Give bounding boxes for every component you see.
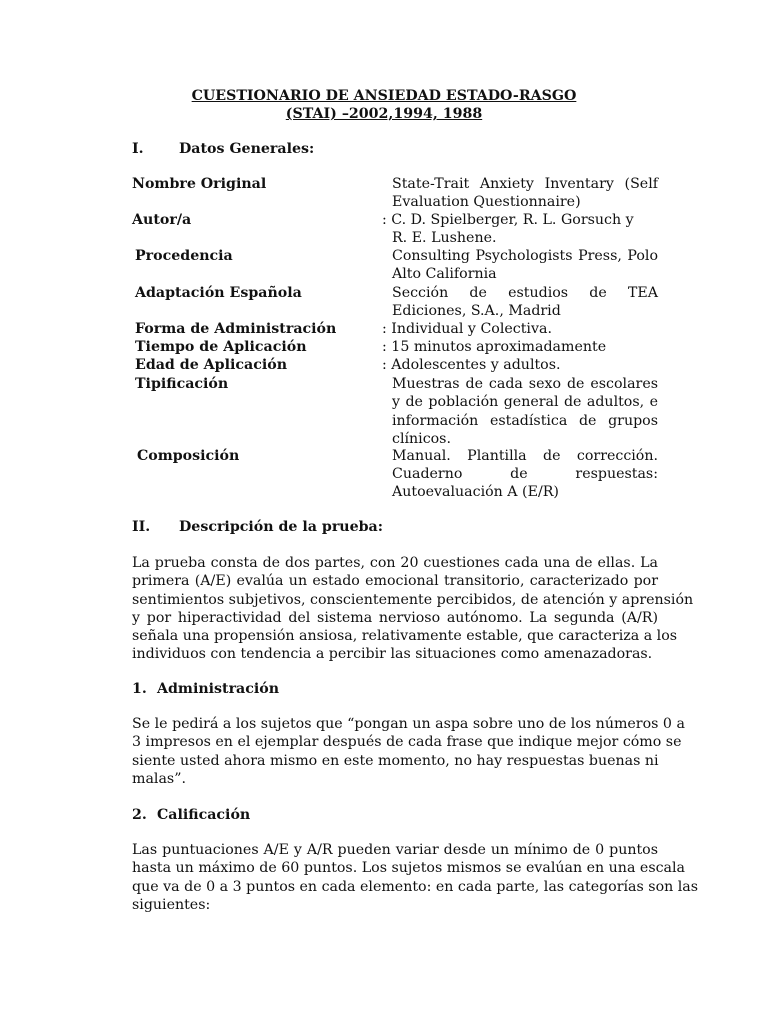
field-label: Procedencia: [135, 248, 233, 264]
description-paragraph: [132, 554, 694, 664]
field-value: State-Trait Anxiety Inventary (Self Evaluation Questionnaire): [392, 176, 658, 211]
section-label: Descripción de la prueba:: [179, 519, 383, 535]
field-label: Autor/a: [132, 212, 192, 228]
field-value: Consulting Psychologists Press, Polo Alto California: [392, 248, 658, 283]
field-label: Forma de Administración: [135, 321, 337, 337]
field-label: Tipificación: [135, 376, 229, 392]
subheading-number: 2.: [132, 807, 147, 823]
section-heading-descripcion: [132, 518, 383, 536]
document-subtitle: (STAI) –2002,1994, 1988: [285, 106, 483, 122]
subheading-label: Administración: [157, 681, 280, 697]
field-value: Sección de estudios de TEA Ediciones, S.A., Madrid: [392, 285, 658, 320]
section-number: I.: [132, 141, 144, 157]
paragraph-line: hasta un máximo de 60 puntos. Los sujetos mismos se evalúan en una escala: [132, 860, 685, 877]
paragraph-line: malas”.: [132, 770, 186, 787]
section-label: Datos Generales:: [179, 141, 315, 157]
document-title: CUESTIONARIO DE ANSIEDAD ESTADO-RASGO: [191, 88, 577, 104]
paragraph-line: individuos con tendencia a percibir las situaciones como amenazadoras.: [132, 646, 653, 663]
field-value-line2: R. E. Lushene.: [392, 230, 497, 246]
paragraph-line: y por hiperactividad del sistema nervioso autónomo. La segunda (A/R): [132, 609, 658, 626]
section-heading-datos-generales: [132, 140, 314, 158]
paragraph-line: 3 impresos en el ejemplar después de cada frase que indique mejor cómo se: [132, 734, 682, 751]
section-number: II.: [132, 519, 151, 535]
calificacion-paragraph: [132, 841, 699, 914]
field-value-line2: Cuaderno de respuestas:: [392, 466, 658, 482]
subheading-administracion: [132, 680, 279, 698]
paragraph-line: Las puntuaciones A/E y A/R pueden variar desde un mínimo de 0 puntos: [132, 842, 658, 858]
subheading-number: 1.: [132, 681, 147, 697]
paragraph-line: Se le pedirá a los sujetos que “pongan un aspa sobre uno de los números 0 a: [132, 716, 685, 732]
field-value: : 15 minutos aproximadamente: [382, 339, 607, 355]
administration-paragraph: [132, 715, 685, 788]
paragraph-line: La prueba consta de dos partes, con 20 cuestiones cada una de ellas. La: [132, 555, 658, 571]
paragraph-line: siguientes:: [132, 896, 211, 913]
subheading-label: Calificación: [157, 807, 251, 823]
field-label: Adaptación Española: [135, 285, 302, 301]
field-value-line1: Manual. Plantilla de corrección.: [392, 448, 658, 464]
field-value: : Adolescentes y adultos.: [382, 357, 561, 373]
field-label: Tiempo de Aplicación: [135, 339, 307, 355]
field-label: Composición: [137, 448, 240, 464]
field-value: Muestras de cada sexo de escolares y de población general de adultos, e información estadística de grupos clínicos.: [392, 376, 658, 447]
paragraph-line: señala una propensión ansiosa, relativamente estable, que caracteriza a los: [132, 628, 678, 645]
paragraph-line: siente usted ahora mismo en este momento, no hay respuestas buenas ni: [132, 752, 659, 769]
field-label: Nombre Original: [132, 176, 267, 192]
field-value-line1: : C. D. Spielberger, R. L. Gorsuch y: [382, 212, 634, 228]
field-label: Edad de Aplicación: [135, 357, 288, 373]
paragraph-line: sentimientos subjetivos, conscientemente percibidos, de atención y aprensión: [132, 591, 694, 608]
subheading-calificacion: [132, 806, 250, 824]
field-value-line3: Autoevaluación A (E/R): [392, 484, 559, 500]
paragraph-line: primera (A/E) evalúa un estado emocional transitorio, caracterizado por: [132, 573, 658, 590]
field-value: : Individual y Colectiva.: [382, 321, 552, 337]
paragraph-line: que va de 0 a 3 puntos en cada elemento: en cada parte, las categorías son las: [132, 878, 699, 895]
